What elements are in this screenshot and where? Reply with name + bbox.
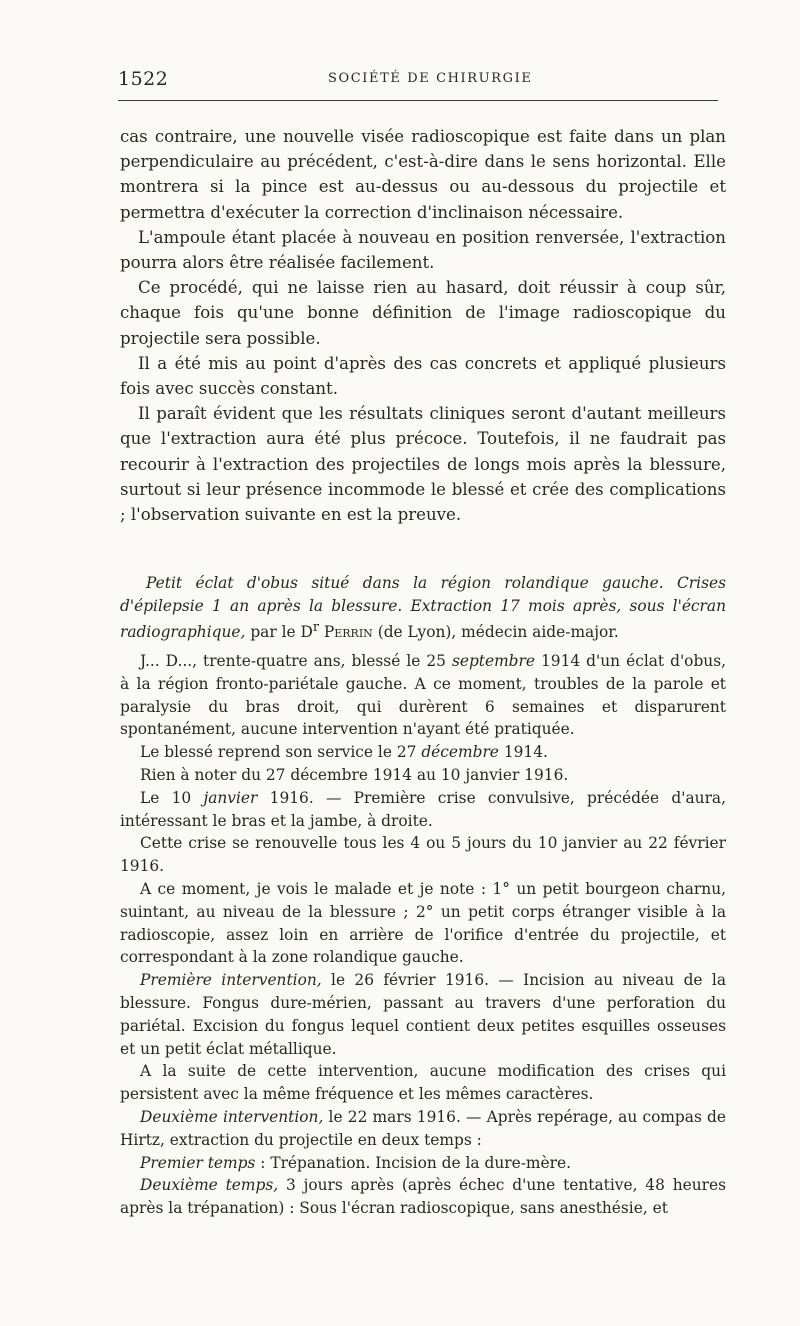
case-author: Perrin	[319, 623, 373, 642]
case-title-tail: (de Lyon), médecin aide-major.	[372, 623, 619, 642]
text-run-italic: décembre	[421, 743, 499, 762]
text-run-italic: Deuxième temps,	[140, 1176, 279, 1195]
case-title	[120, 572, 726, 644]
observation-paragraph	[120, 787, 726, 833]
observation-paragraph	[120, 1106, 726, 1152]
text-run-italic: Deuxième intervention,	[140, 1107, 324, 1126]
page-number: 1522	[118, 68, 169, 90]
observation-paragraph	[120, 1152, 726, 1175]
header-rule	[118, 100, 718, 101]
text-run: le 22 mars 1916. — Après repérage, au compas de Hirtz, extraction du projectile en deux temps :	[120, 1107, 727, 1149]
text-run: le 26 février 1916. — Incision au niveau de la blessure. Fongus dure-mérien, passant au travers d'une perforation du pariétal. Excision du fongus lequel contient deux petites esquilles osseuses et un petit éclat métallique.	[120, 971, 726, 1058]
page-header	[118, 68, 718, 92]
text-run-italic: Première intervention,	[140, 971, 322, 990]
case-title-par: par le D	[245, 623, 313, 642]
text-run: 1914 d'un éclat d'obus, à la région fronto-pariétale gauche. A ce moment, troubles de la parole et paralysie du bras droit, qui durèrent 6 semaines et disparurent spontanément, aucune intervention n'ayant été pratiquée.	[120, 652, 727, 739]
body-text	[120, 124, 726, 527]
paragraph: L'ampoule étant placée à nouveau en position renversée, l'extraction pourra alors être réalisée facilement.	[120, 227, 726, 273]
observation-paragraph	[120, 650, 726, 741]
running-title: SOCIÉTÉ DE CHIRURGIE	[328, 71, 533, 86]
observation-paragraph	[120, 741, 726, 764]
case-title-sup: r	[312, 620, 319, 636]
observation-paragraph: Rien à noter du 27 décembre 1914 au 10 janvier 1916.	[140, 765, 569, 784]
text-run-italic: Premier temps	[140, 1153, 256, 1172]
observation	[120, 650, 726, 1220]
text-run: 3 jours après (après échec d'une tentative, 48 heures après la trépanation) : Sous l'écran radioscopique, sans anesthésie, et	[120, 1176, 726, 1218]
observation-paragraph	[120, 969, 726, 1060]
text-run: : Trépanation. Incision de la dure-mère.	[255, 1153, 571, 1172]
text-run: 1914.	[498, 743, 548, 762]
observation-paragraph: Cette crise se renouvelle tous les 4 ou 5 jours du 10 janvier au 22 février 1916.	[120, 834, 726, 876]
text-run: J... D..., trente-quatre ans, blessé le 25	[140, 652, 452, 670]
text-run: Le blessé reprend son service le 27	[140, 743, 422, 762]
paragraph: Il paraît évident que les résultats cliniques seront d'autant meilleurs que l'extraction aura été plus précoce. Toutefois, il ne faudrait pas recourir à l'extraction des projectiles de longs mois après la blessure, surtout si leur présence incommode le blessé et crée des complications ; l'observation suivante en est la preuve.	[120, 404, 726, 525]
observation-paragraph	[120, 1174, 726, 1220]
paragraph: cas contraire, une nouvelle visée radioscopique est faite dans un plan perpendiculaire au précédent, c'est-à-dire dans le sens horizontal. Elle montrera si la pince est au-dessus ou au-dessous du projectile et permettra d'exécuter la correction d'inclinaison nécessaire.	[120, 127, 726, 222]
text-run-italic: janvier	[203, 788, 258, 807]
text-run: 1916. — Première crise convulsive, précédée d'aura, intéressant le bras et la jambe, à droite.	[120, 788, 726, 830]
text-run-italic: septembre	[451, 652, 536, 670]
case-title-italic: Petit éclat d'obus situé dans la région rolandique gauche. Crises d'épilepsie 1 an après la blessure. Extraction 17 mois après, sous l'écran radiographique,	[120, 574, 726, 642]
paragraph: Il a été mis au point d'après des cas concrets et appliqué plusieurs fois avec succès constant.	[120, 353, 726, 399]
paragraph: Ce procédé, qui ne laisse rien au hasard, doit réussir à coup sûr, chaque fois qu'une bonne définition de l'image radioscopique du projectile sera possible.	[120, 278, 726, 348]
observation-paragraph: A ce moment, je vois le malade et je note : 1° un petit bourgeon charnu, suintant, au niveau de la blessure ; 2° un petit corps étranger visible à la radioscopie, assez loin en arrière de l'orifice d'entrée du projectile, et correspondant à la zone rolandique gauche.	[120, 879, 726, 967]
text-run: Le 10	[140, 788, 204, 807]
case-heading	[120, 572, 726, 644]
observation-paragraph: A la suite de cette intervention, aucune modification des crises qui persistent avec la même fréquence et les mêmes caractères.	[120, 1062, 726, 1104]
